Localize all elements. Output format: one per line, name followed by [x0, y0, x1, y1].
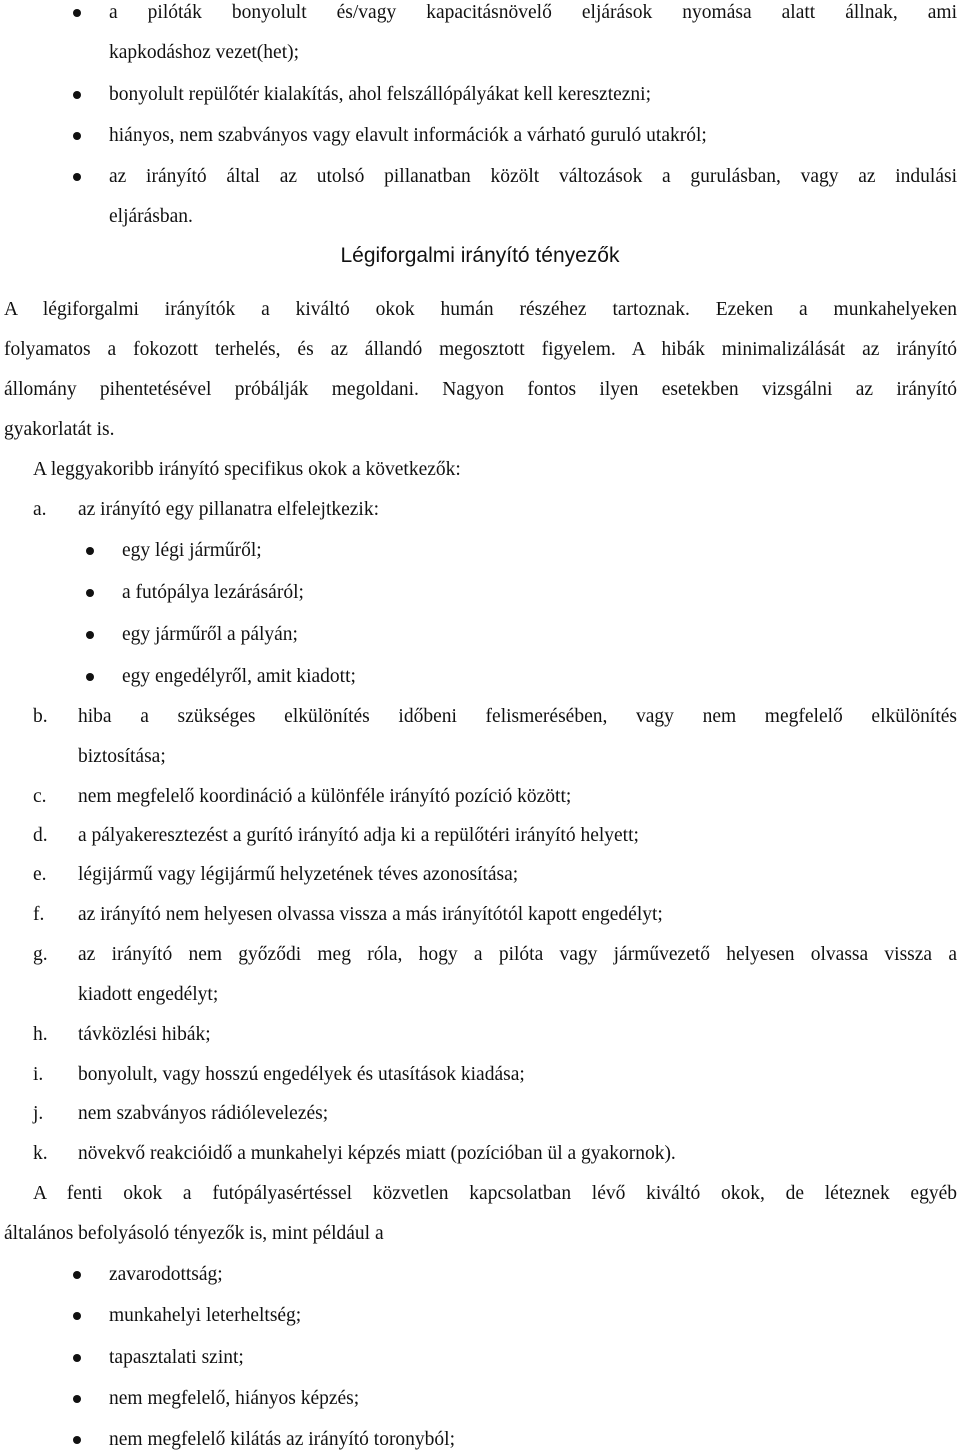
list-item-text: eljárásban.: [109, 206, 193, 227]
bullet-dot: [73, 1436, 81, 1444]
list-item-text: az irányító nem győződi meg róla, hogy a pilóta vagy járművezető helyesen olvassa vissza a: [78, 944, 957, 965]
list-item-text: kiadott engedélyt;: [78, 984, 219, 1005]
bullet-dot: [73, 1354, 81, 1362]
list-item-text: az irányító által az utolsó pillanatban közölt változások a gurulásban, vagy az indulási: [109, 166, 957, 187]
bullet-dot: [86, 631, 94, 639]
list-marker: k.: [33, 1143, 48, 1164]
list-item-text: biztosítása;: [78, 746, 166, 767]
list-marker: g.: [33, 944, 48, 965]
paragraph-line: állomány pihentetésével próbálják megoldani. Nagyon fontos ilyen esetekben vizsgálni az irányító: [4, 379, 957, 400]
paragraph-line: A fenti okok a futópályasértéssel közvetlen kapcsolatban lévő kiváltó okok, de léteznek egyéb: [33, 1183, 957, 1204]
paragraph-line: folyamatos a fokozott terhelés, és az állandó megosztott figyelem. A hibák minimalizálását az irányító: [4, 339, 957, 360]
bullet-dot: [73, 132, 81, 140]
section-heading: Légiforgalmi irányító tényezők: [340, 244, 620, 267]
list-marker: h.: [33, 1024, 48, 1045]
list-marker: b.: [33, 706, 48, 727]
list-item-text: hiányos, nem szabványos vagy elavult információk a várható guruló utakról;: [109, 125, 707, 146]
list-item-text: távközlési hibák;: [78, 1024, 211, 1045]
list-item-text: egy engedélyről, amit kiadott;: [122, 666, 356, 687]
list-item-text: nem megfelelő kilátás az irányító toronyból;: [109, 1429, 456, 1450]
list-item-text: a pályakeresztezést a gurító irányító adja ki a repülőtéri irányító helyett;: [78, 825, 639, 846]
bullet-dot: [73, 1395, 81, 1403]
list-marker: i.: [33, 1064, 44, 1085]
list-marker: f.: [33, 904, 45, 925]
bullet-dot: [73, 91, 81, 99]
list-item-text: a pilóták bonyolult és/vagy kapacitásnövelő eljárások nyomása alatt állnak, ami: [109, 2, 957, 23]
paragraph-line: általános befolyásoló tényezők is, mint például a: [4, 1223, 384, 1244]
paragraph-line: A légiforgalmi irányítók a kiváltó okok humán részéhez tartoznak. Ezeken a munkahelyeken: [4, 299, 957, 320]
list-marker: e.: [33, 864, 47, 885]
list-item-text: kapkodáshoz vezet(het);: [109, 42, 300, 63]
paragraph-line: A leggyakoribb irányító specifikus okok a következők:: [33, 459, 461, 480]
list-marker: a.: [33, 499, 47, 520]
list-item-text: bonyolult repülőtér kialakítás, ahol felszállópályákat kell keresztezni;: [109, 84, 652, 105]
list-item-text: munkahelyi leterheltség;: [109, 1305, 302, 1326]
list-item-text: bonyolult, vagy hosszú engedélyek és utasítások kiadása;: [78, 1064, 525, 1085]
list-item-text: tapasztalati szint;: [109, 1347, 244, 1368]
list-item-text: nem megfelelő, hiányos képzés;: [109, 1388, 360, 1409]
list-item-text: zavarodottság;: [109, 1264, 223, 1285]
bullet-dot: [73, 9, 81, 17]
list-item-text: nem szabványos rádiólevelezés;: [78, 1103, 329, 1124]
list-item-text: az irányító nem helyesen olvassa vissza a más irányítótól kapott engedélyt;: [78, 904, 663, 925]
list-item-text: nem megfelelő koordináció a különféle irányító pozíció között;: [78, 786, 572, 807]
paragraph-line: gyakorlatát is.: [4, 419, 115, 440]
list-marker: c.: [33, 786, 47, 807]
list-marker: j.: [33, 1103, 44, 1124]
list-item-text: egy járműről a pályán;: [122, 624, 298, 645]
bullet-dot: [73, 1312, 81, 1320]
bullet-dot: [73, 173, 81, 181]
bullet-dot: [73, 1271, 81, 1279]
list-item-text: hiba a szükséges elkülönítés időbeni felismerésében, vagy nem megfelelő elkülönítés: [78, 706, 957, 727]
list-item-text: az irányító egy pillanatra elfelejtkezik:: [78, 499, 380, 520]
bullet-dot: [86, 547, 94, 555]
bullet-dot: [86, 589, 94, 597]
list-marker: d.: [33, 825, 48, 846]
list-item-text: a futópálya lezárásáról;: [122, 582, 304, 603]
list-item-text: növekvő reakcióidő a munkahelyi képzés miatt (pozícióban ül a gyakornok).: [78, 1143, 676, 1164]
bullet-dot: [86, 673, 94, 681]
list-item-text: légijármű vagy légijármű helyzetének téves azonosítása;: [78, 864, 519, 885]
list-item-text: egy légi járműről;: [122, 540, 262, 561]
